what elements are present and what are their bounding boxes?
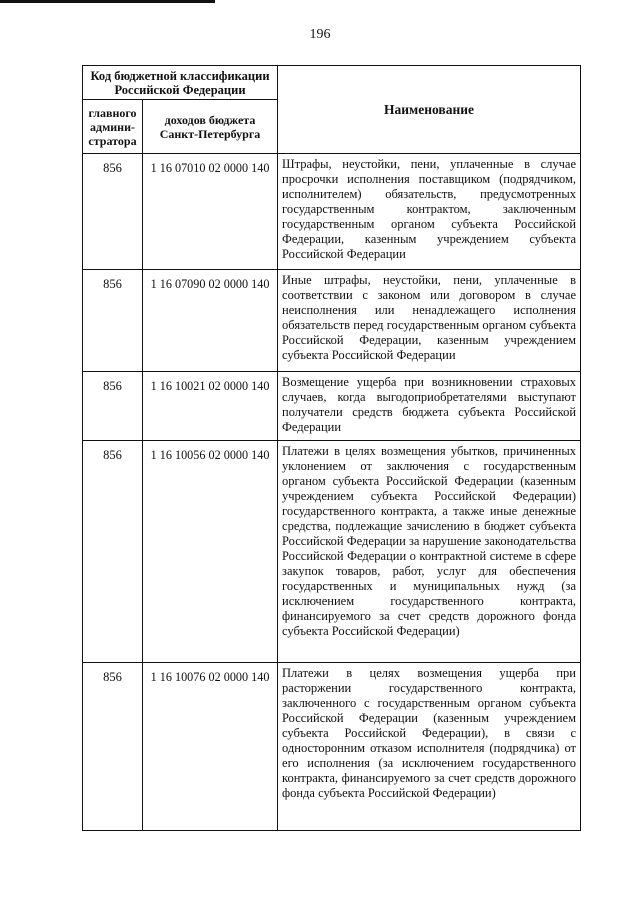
header-name: Наименование [278, 66, 581, 154]
income-code: 1 16 10056 02 0000 140 [143, 441, 278, 663]
admin-code: 856 [83, 154, 143, 270]
header-admin: главного админи-стратора [83, 100, 143, 154]
table-row [83, 441, 581, 663]
income-code: 1 16 10021 02 0000 140 [143, 372, 278, 441]
admin-code: 856 [83, 270, 143, 372]
header-income: доходов бюджета Санкт-Петербурга [143, 100, 278, 154]
income-code: 1 16 07010 02 0000 140 [143, 154, 278, 270]
income-code: 1 16 07090 02 0000 140 [143, 270, 278, 372]
table-row [83, 372, 581, 441]
row-name: Штрафы, неустойки, пени, уплаченные в случае просрочки исполнения поставщиком (подрядчиком, исполнителем) обязательств, предусмотренных государственным контрактом, заключенным государственным органом субъекта Российской Федерации, казенным учреждением субъекта Российской Федерации [278, 154, 581, 270]
admin-code: 856 [83, 372, 143, 441]
admin-code: 856 [83, 441, 143, 663]
row-name: Платежи в целях возмещения убытков, причиненных уклонением от заключения с государственным органом субъекта Российской Федерации (казенным учреждением субъекта Российской Федерации) государственного контракта, а также иные денежные средства, подлежащие зачислению в бюджет субъекта Российской Федерации за нарушение законодательства Российской Федерации о контрактной системе в сфере закупок товаров, работ, услуг для обеспечения государственных и муниципальных нужд (за исключением государственного контракта, финансируемого за счет средств дорожного фонда субъекта Российской Федерации) [278, 441, 581, 663]
table-row [83, 663, 581, 831]
income-code: 1 16 10076 02 0000 140 [143, 663, 278, 831]
row-name: Иные штрафы, неустойки, пени, уплаченные в соответствии с законом или договором в случае неисполнения или ненадлежащего исполнения обязательств перед государственным органом субъекта Российской Федерации, казенным учреждением субъекта Российской Федерации [278, 270, 581, 372]
page-number: 196 [309, 27, 331, 42]
admin-code: 856 [83, 663, 143, 831]
table-row [83, 154, 581, 270]
table-row [83, 270, 581, 372]
header-code-group: Код бюджетной классификации Российской Федерации [83, 66, 278, 100]
row-name: Платежи в целях возмещения ущерба при расторжении государственного контракта, заключенного с государственным органом субъекта Российской Федерации (казенным учреждением субъекта Российской Федерации), в связи с односторонним отказом исполнителя (подрядчика) от его исполнения (за исключением государственного контракта, финансируемого за счет средств дорожного фонда субъекта Российской Федерации) [278, 663, 581, 831]
top-rule [0, 0, 215, 3]
row-name: Возмещение ущерба при возникновении страховых случаев, когда выгодоприобретателями выступают получатели средств бюджета субъекта Российской Федерации [278, 372, 581, 441]
budget-classification-table [82, 65, 581, 831]
